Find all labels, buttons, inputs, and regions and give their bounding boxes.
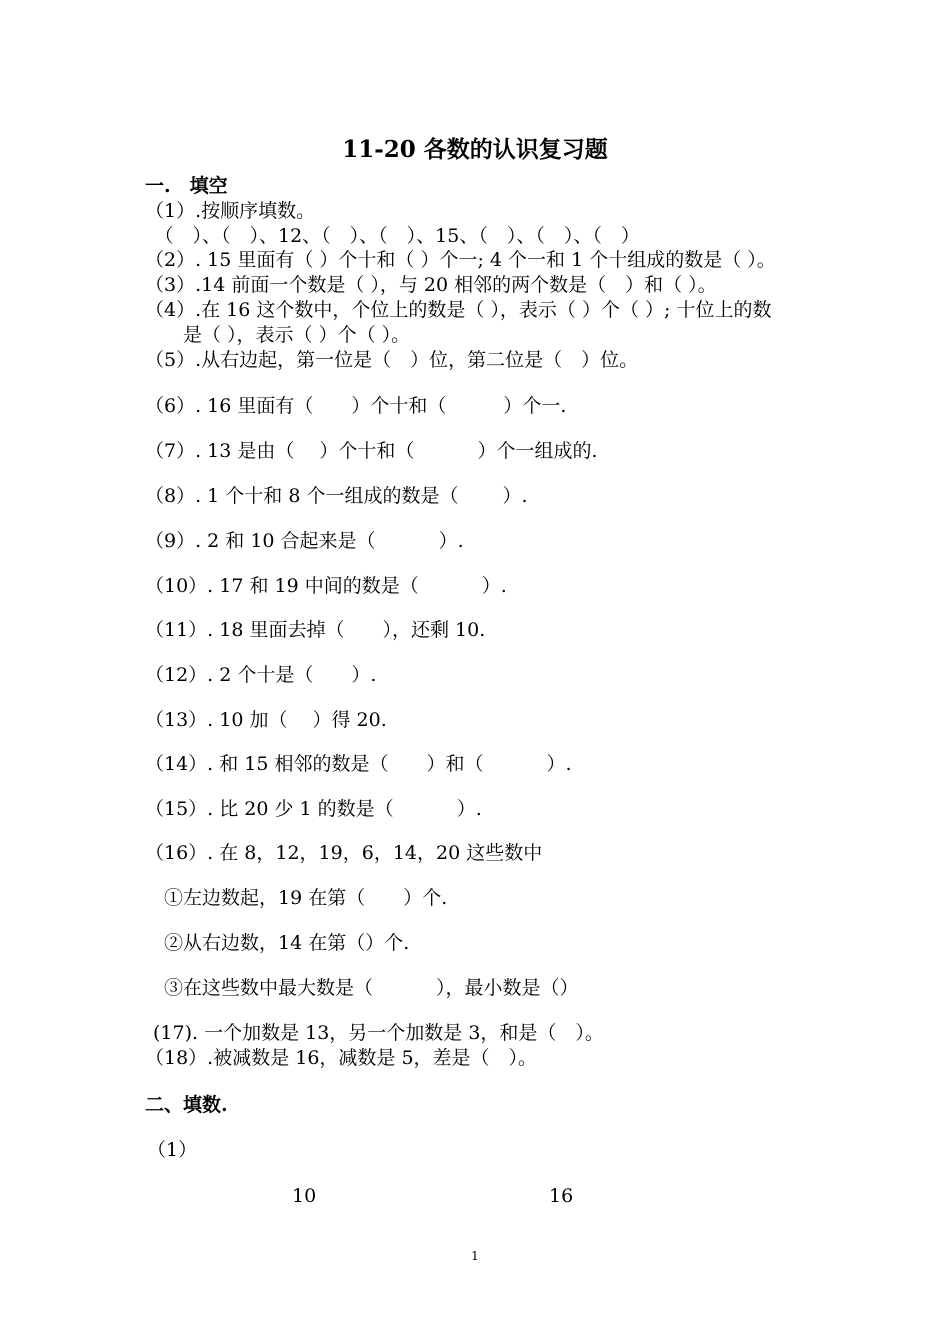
sub-question-label: （1） [147, 1139, 198, 1161]
question-line: （14）. 和 15 相邻的数是（ ）和（ ）. [145, 753, 572, 775]
question-line: (17). 一个加数是 13，另一个加数是 3，和是（ ）。 [153, 1022, 604, 1044]
question-line: （9）. 2 和 10 合起来是（ ）. [145, 530, 464, 552]
question-line: （2）. 15 里面有（ ）个十和（ ）个一; 4 个一和 1 个十组成的数是（ ）。 [145, 249, 776, 271]
question-line: （10）. 17 和 19 中间的数是（ ）. [145, 575, 507, 597]
page-number: 1 [471, 1249, 479, 1263]
question-line: （15）. 比 20 少 1 的数是（ ）. [145, 798, 482, 820]
page-title: 11-20 各数的认识复习题 [342, 136, 608, 163]
question-line: （11）. 18 里面去掉（ ），还剩 10. [145, 619, 486, 641]
question-line: （18）.被减数是 16，减数是 5，差是（ ）。 [145, 1047, 538, 1069]
question-line: ③在这些数中最大数是（ ），最小数是（） [145, 977, 579, 999]
question-line: （5）.从右边起，第一位是（ ）位，第二位是（ ）位。 [145, 349, 639, 371]
question-line: （13）. 10 加（ ）得 20. [145, 709, 387, 731]
question-line: （4）.在 16 这个数中，个位上的数是（ ），表示（ ）个（ ）; 十位上的数 [145, 299, 772, 321]
question-line: （8）. 1 个十和 8 个一组成的数是（ ）. [145, 485, 528, 507]
question-line: （12）. 2 个十是（ ）. [145, 664, 377, 686]
section-heading-fill-blank: 一. 填空 [145, 175, 228, 197]
question-line: （6）. 16 里面有（ ）个十和（ ）个一. [145, 395, 567, 417]
section-heading-fill-numbers: 二、填数. [145, 1094, 228, 1116]
number-ten: 10 [292, 1185, 317, 1207]
question-line: 是（ ），表示（ ）个（ ）。 [145, 324, 411, 346]
question-line: （3）.14 前面一个数是（ ），与 20 相邻的两个数是（ ）和（ ）。 [145, 274, 717, 296]
number-sixteen: 16 [549, 1185, 574, 1207]
question-line: （1）.按顺序填数。 [145, 200, 316, 222]
question-line: （16）. 在 8，12，19，6，14，20 这些数中 [145, 842, 543, 864]
question-line: （7）. 13 是由（ ）个十和（ ）个一组成的. [145, 440, 598, 462]
question-line: ②从右边数，14 在第（）个. [145, 932, 410, 954]
question-line: ①左边数起，19 在第（ ）个. [145, 887, 448, 909]
question-line: （ ）、（ ）、12、（ ）、（ ）、15、（ ）、（ ）、（ ） [145, 225, 640, 247]
